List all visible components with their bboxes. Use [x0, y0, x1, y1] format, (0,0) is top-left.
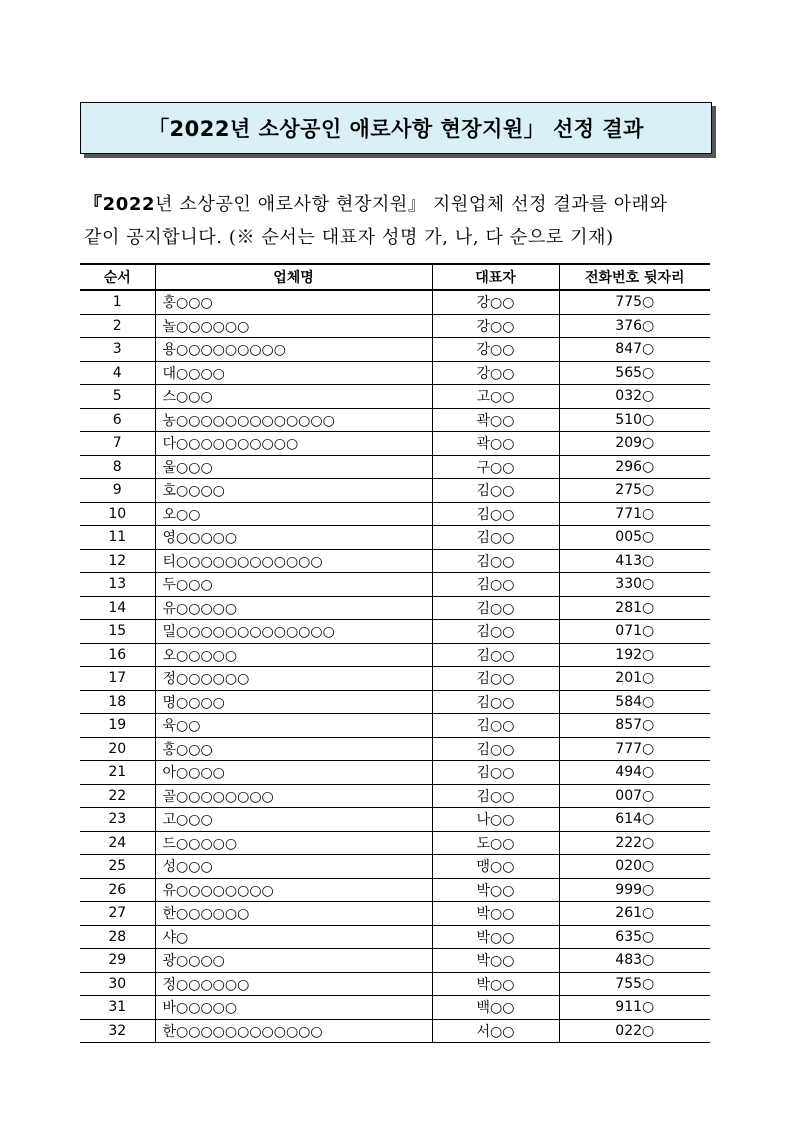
cell-order: 23 [80, 808, 155, 832]
cell-representative: 김○○ [432, 784, 559, 808]
table-row [80, 784, 710, 808]
cell-company-name: 티○○○○○○○○○○○○ [155, 549, 432, 573]
table-row [80, 620, 710, 644]
cell-representative: 김○○ [432, 643, 559, 667]
cell-representative: 박○○ [432, 949, 559, 973]
cell-order: 1 [80, 290, 155, 314]
cell-phone-suffix: 020○ [559, 855, 710, 879]
cell-phone-suffix: 005○ [559, 526, 710, 550]
cell-phone-suffix: 296○ [559, 455, 710, 479]
table-row [80, 972, 710, 996]
table-row [80, 479, 710, 503]
cell-order: 12 [80, 549, 155, 573]
cell-representative: 고○○ [432, 385, 559, 409]
table-row [80, 573, 710, 597]
cell-representative: 박○○ [432, 972, 559, 996]
cell-representative: 강○○ [432, 338, 559, 362]
cell-order: 7 [80, 432, 155, 456]
table-row [80, 432, 710, 456]
cell-order: 27 [80, 902, 155, 926]
table-row [80, 667, 710, 691]
cell-order: 3 [80, 338, 155, 362]
cell-phone-suffix: 413○ [559, 549, 710, 573]
table-body [80, 290, 710, 1043]
title-box [80, 102, 712, 154]
header-representative: 대표자 [432, 264, 559, 290]
intro-open-bracket: 『 [84, 194, 103, 215]
intro-year: 2022 [102, 194, 156, 215]
cell-company-name: 정○○○○○○ [155, 667, 432, 691]
cell-phone-suffix: 771○ [559, 502, 710, 526]
cell-company-name: 한○○○○○○○○○○○○ [155, 1019, 432, 1043]
cell-representative: 김○○ [432, 526, 559, 550]
header-phone-suffix: 전화번호 뒷자리 [559, 264, 710, 290]
cell-representative: 박○○ [432, 925, 559, 949]
cell-phone-suffix: 281○ [559, 596, 710, 620]
cell-company-name: 농○○○○○○○○○○○○○ [155, 408, 432, 432]
cell-company-name: 육○○ [155, 714, 432, 738]
cell-order: 28 [80, 925, 155, 949]
cell-phone-suffix: 192○ [559, 643, 710, 667]
cell-company-name: 명○○○○ [155, 690, 432, 714]
cell-order: 19 [80, 714, 155, 738]
table-row [80, 643, 710, 667]
table-row [80, 385, 710, 409]
table-row [80, 808, 710, 832]
table-row [80, 1019, 710, 1043]
cell-representative: 나○○ [432, 808, 559, 832]
document-title: 「2022년 소상공인 애로사항 현장지원」 선정 결과 [148, 117, 644, 141]
cell-order: 30 [80, 972, 155, 996]
cell-company-name: 성○○○ [155, 855, 432, 879]
cell-representative: 김○○ [432, 479, 559, 503]
table-row [80, 690, 710, 714]
table-row [80, 761, 710, 785]
cell-company-name: 놀○○○○○○ [155, 314, 432, 338]
intro-line-2: 같이 공지합니다. (※ 순서는 대표자 성명 가, 나, 다 순으로 기재) [84, 227, 614, 248]
cell-company-name: 정○○○○○○ [155, 972, 432, 996]
cell-order: 10 [80, 502, 155, 526]
cell-company-name: 아○○○○ [155, 761, 432, 785]
cell-phone-suffix: 584○ [559, 690, 710, 714]
table-row [80, 408, 710, 432]
table-row [80, 455, 710, 479]
cell-representative: 김○○ [432, 573, 559, 597]
cell-order: 15 [80, 620, 155, 644]
cell-phone-suffix: 275○ [559, 479, 710, 503]
cell-phone-suffix: 022○ [559, 1019, 710, 1043]
table-row [80, 714, 710, 738]
cell-order: 9 [80, 479, 155, 503]
table-row [80, 949, 710, 973]
table-header-row [80, 264, 710, 290]
cell-order: 24 [80, 831, 155, 855]
header-company-name: 업체명 [155, 264, 432, 290]
cell-phone-suffix: 494○ [559, 761, 710, 785]
table-row [80, 878, 710, 902]
cell-representative: 강○○ [432, 290, 559, 314]
cell-phone-suffix: 222○ [559, 831, 710, 855]
cell-phone-suffix: 209○ [559, 432, 710, 456]
cell-order: 22 [80, 784, 155, 808]
cell-order: 4 [80, 361, 155, 385]
cell-representative: 김○○ [432, 502, 559, 526]
cell-representative: 김○○ [432, 620, 559, 644]
table-row [80, 361, 710, 385]
cell-order: 6 [80, 408, 155, 432]
cell-order: 14 [80, 596, 155, 620]
cell-representative: 김○○ [432, 667, 559, 691]
cell-company-name: 울○○○ [155, 455, 432, 479]
cell-phone-suffix: 635○ [559, 925, 710, 949]
cell-order: 5 [80, 385, 155, 409]
cell-representative: 김○○ [432, 714, 559, 738]
cell-phone-suffix: 999○ [559, 878, 710, 902]
cell-representative: 구○○ [432, 455, 559, 479]
cell-phone-suffix: 777○ [559, 737, 710, 761]
cell-representative: 백○○ [432, 996, 559, 1020]
cell-order: 29 [80, 949, 155, 973]
cell-company-name: 드○○○○○ [155, 831, 432, 855]
cell-phone-suffix: 032○ [559, 385, 710, 409]
cell-order: 31 [80, 996, 155, 1020]
cell-order: 18 [80, 690, 155, 714]
cell-phone-suffix: 201○ [559, 667, 710, 691]
intro-line-1 [84, 188, 724, 221]
cell-company-name: 스○○○ [155, 385, 432, 409]
intro-line-1-text: 년 소상공인 애로사항 현장지원』 지원업체 선정 결과를 아래와 [155, 194, 668, 215]
cell-company-name: 다○○○○○○○○○○ [155, 432, 432, 456]
cell-phone-suffix: 007○ [559, 784, 710, 808]
cell-phone-suffix: 775○ [559, 290, 710, 314]
cell-company-name: 샤○ [155, 925, 432, 949]
cell-representative: 서○○ [432, 1019, 559, 1043]
cell-company-name: 유○○○○○ [155, 596, 432, 620]
cell-company-name: 호○○○○ [155, 479, 432, 503]
cell-company-name: 홍○○○ [155, 737, 432, 761]
cell-representative: 박○○ [432, 902, 559, 926]
cell-representative: 김○○ [432, 761, 559, 785]
cell-representative: 김○○ [432, 549, 559, 573]
cell-order: 8 [80, 455, 155, 479]
table-row [80, 338, 710, 362]
cell-company-name: 고○○○ [155, 808, 432, 832]
cell-phone-suffix: 857○ [559, 714, 710, 738]
table-row [80, 902, 710, 926]
cell-company-name: 용○○○○○○○○○ [155, 338, 432, 362]
cell-company-name: 홍○○○ [155, 290, 432, 314]
cell-order: 21 [80, 761, 155, 785]
cell-phone-suffix: 614○ [559, 808, 710, 832]
cell-order: 32 [80, 1019, 155, 1043]
cell-company-name: 골○○○○○○○○ [155, 784, 432, 808]
table-row [80, 314, 710, 338]
cell-phone-suffix: 847○ [559, 338, 710, 362]
table-row [80, 526, 710, 550]
table-row [80, 596, 710, 620]
cell-company-name: 밀○○○○○○○○○○○○○ [155, 620, 432, 644]
cell-representative: 강○○ [432, 314, 559, 338]
cell-company-name: 오○○○○○ [155, 643, 432, 667]
cell-phone-suffix: 565○ [559, 361, 710, 385]
selection-result-table [80, 263, 710, 1043]
cell-representative: 김○○ [432, 737, 559, 761]
header-order: 순서 [80, 264, 155, 290]
table-row [80, 855, 710, 879]
cell-phone-suffix: 911○ [559, 996, 710, 1020]
cell-order: 17 [80, 667, 155, 691]
cell-phone-suffix: 330○ [559, 573, 710, 597]
cell-phone-suffix: 755○ [559, 972, 710, 996]
cell-company-name: 유○○○○○○○○ [155, 878, 432, 902]
cell-order: 20 [80, 737, 155, 761]
cell-representative: 강○○ [432, 361, 559, 385]
cell-company-name: 두○○○ [155, 573, 432, 597]
cell-company-name: 대○○○○ [155, 361, 432, 385]
cell-representative: 박○○ [432, 878, 559, 902]
cell-order: 2 [80, 314, 155, 338]
cell-representative: 도○○ [432, 831, 559, 855]
cell-phone-suffix: 376○ [559, 314, 710, 338]
cell-order: 11 [80, 526, 155, 550]
cell-order: 26 [80, 878, 155, 902]
table-row [80, 831, 710, 855]
cell-representative: 김○○ [432, 690, 559, 714]
cell-order: 13 [80, 573, 155, 597]
cell-representative: 김○○ [432, 596, 559, 620]
cell-order: 25 [80, 855, 155, 879]
cell-representative: 곽○○ [432, 432, 559, 456]
cell-phone-suffix: 483○ [559, 949, 710, 973]
cell-phone-suffix: 071○ [559, 620, 710, 644]
intro-paragraph [84, 188, 724, 254]
table-row [80, 502, 710, 526]
cell-company-name: 오○○ [155, 502, 432, 526]
cell-representative: 곽○○ [432, 408, 559, 432]
table-row [80, 290, 710, 314]
table-row [80, 996, 710, 1020]
table-row [80, 549, 710, 573]
cell-phone-suffix: 510○ [559, 408, 710, 432]
cell-company-name: 한○○○○○○ [155, 902, 432, 926]
table-row [80, 737, 710, 761]
cell-order: 16 [80, 643, 155, 667]
cell-phone-suffix: 261○ [559, 902, 710, 926]
table-row [80, 925, 710, 949]
cell-representative: 맹○○ [432, 855, 559, 879]
cell-company-name: 광○○○○ [155, 949, 432, 973]
cell-company-name: 바○○○○○ [155, 996, 432, 1020]
cell-company-name: 영○○○○○ [155, 526, 432, 550]
